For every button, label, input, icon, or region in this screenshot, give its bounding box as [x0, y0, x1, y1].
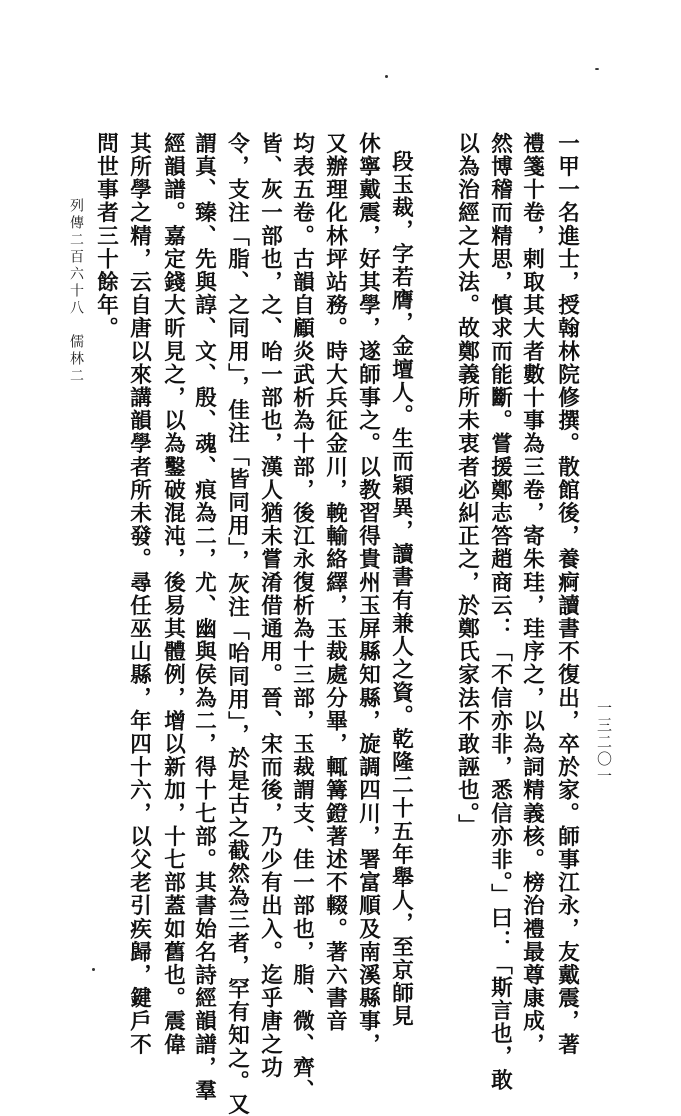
text-column: 問世事者三十餘年。 — [93, 132, 119, 340]
scan-speck — [385, 75, 388, 78]
text-column: 其所學之精，云自唐以來講韻學者所未發。尋任巫山縣，年四十六，以父老引疾歸，鍵戶不 — [126, 132, 152, 1056]
text-column: 皆、灰一部也，之、咍一部也，漢人猶未嘗淆借通用。晉、宋而後，乃少有出入。迄乎唐之功 — [257, 132, 283, 1080]
text-column: 又辦理化林坪站務。時大兵征金川，輓輸絡繹，玉裁處分畢，輒篝鐙著述不輟。著六書音 — [322, 132, 348, 1033]
page-number: 一三二〇一 — [595, 700, 613, 785]
text-column: 休寧戴震，好其學，遂師事之。以教習得貴州玉屏縣知縣，旋調四川，署富順及南溪縣事， — [355, 132, 381, 1056]
text-column: 段玉裁，字若膺，金壇人。生而穎異，讀書有兼人之資。乾隆二十五年舉人，至京師見 — [388, 150, 414, 1028]
text-column: 謂真、臻、先與諄、文、殷、魂、痕為二，尤、幽與侯為二，得十七部。其書始名詩經韻譜，羣 — [191, 132, 217, 1103]
text-column: 一甲一名進士，授翰林院修撰。散館後，養痾讀書不復出，卒於家。師事江永，友戴震，著 — [554, 132, 580, 1056]
text-column: 然博稽而精思，慎求而能斷。嘗援鄭志答趙商云：「不信亦非，悉信亦非。」曰：「斯言也，敢 — [487, 132, 513, 1092]
text-column: 經韻譜。嘉定錢大昕見之，以為鑿破混沌，後易其體例，增以新加，十七部蓋如舊也。震偉 — [160, 132, 186, 1056]
running-header: 列傳二百六十八 儒林二 — [68, 198, 84, 385]
text-column: 禮箋十卷，剌取其大者數十事為三卷，寄朱珪，珪序之，以為詞精義核。榜治禮最尊康成， — [519, 132, 545, 1056]
text-column: 令，支注「脂、之同用」，佳注「皆同用」，灰注「咍同用」，於是古之截然為三者，罕有知之。又 — [224, 132, 250, 1116]
scan-speck — [595, 68, 599, 70]
text-column: 均表五卷。古韻自顧炎武析為十部，後江永復析為十三部，玉裁謂支、佳一部也，脂、微、齊、 — [289, 132, 315, 1103]
scan-speck — [92, 968, 95, 971]
text-column: 以為治經之大法。故鄭義所未衷者必糾正之，於鄭氏家法不敢誣也。」 — [454, 132, 480, 838]
